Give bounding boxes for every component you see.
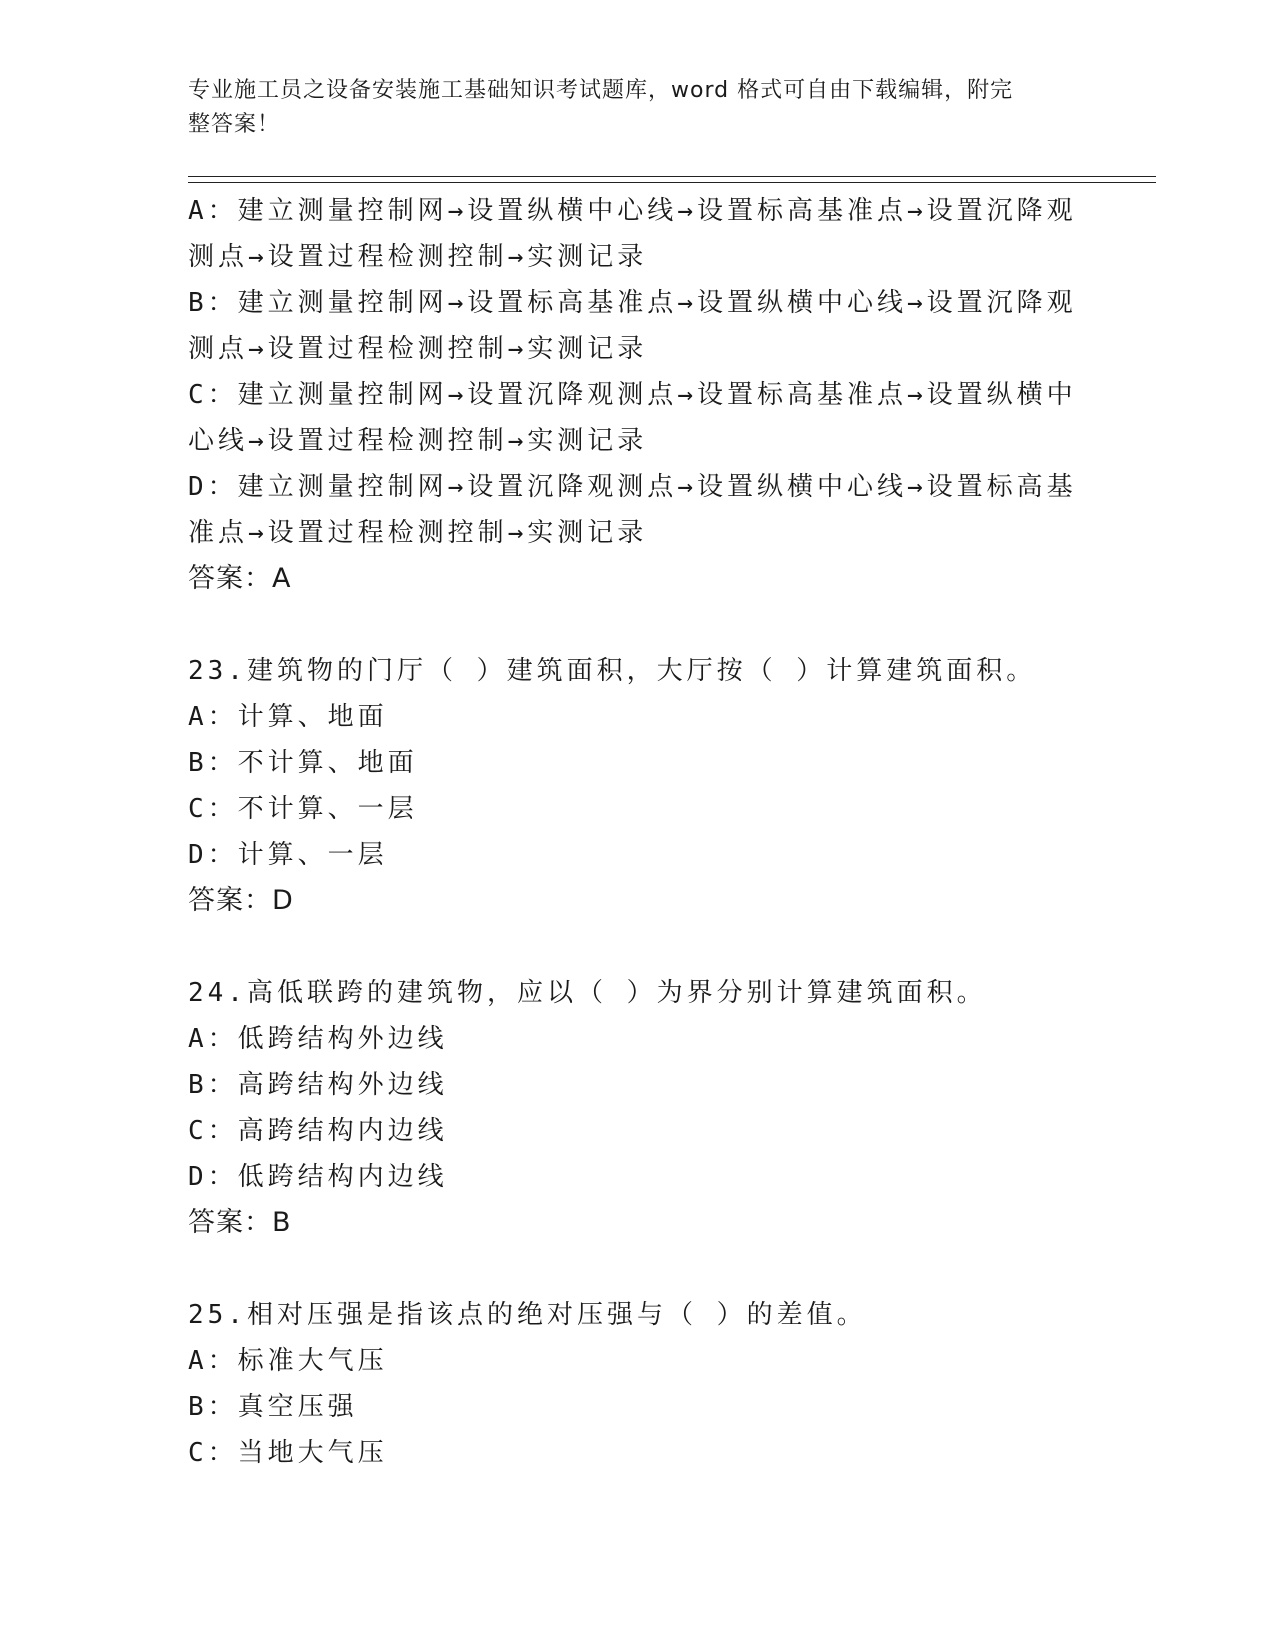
- header-line-1: 专业施工员之设备安装施工基础知识考试题库，word 格式可自由下载编辑，附完: [188, 78, 1014, 103]
- question-text: 23.建筑物的门厅（ ）建筑面积，大厅按（ ）计算建筑面积。: [188, 656, 1037, 686]
- option-text: A：建立测量控制网→设置纵横中心线→设置标高基准点→设置沉降观: [188, 196, 1077, 226]
- option-c: C：当地大气压: [188, 1438, 388, 1468]
- spacer: [188, 924, 1088, 970]
- question-22: [188, 188, 1088, 602]
- option-b: B：高跨结构外边线: [188, 1070, 448, 1100]
- spacer: [188, 602, 1088, 648]
- option-text: B：建立测量控制网→设置标高基准点→设置纵横中心线→设置沉降观: [188, 288, 1077, 318]
- spacer: [188, 1246, 1088, 1292]
- answer-line: 答案：A: [188, 563, 292, 594]
- option-text: D：建立测量控制网→设置沉降观测点→设置纵横中心线→设置标高基: [188, 472, 1077, 502]
- option-d: D：低跨结构内边线: [188, 1162, 448, 1192]
- option-text: 心线→设置过程检测控制→实测记录: [188, 426, 648, 456]
- option-b: B：不计算、地面: [188, 748, 418, 778]
- header-divider-top: [188, 176, 1156, 177]
- option-b: B：真空压强: [188, 1392, 358, 1422]
- option-text: C：建立测量控制网→设置沉降观测点→设置标高基准点→设置纵横中: [188, 380, 1077, 410]
- question-list: [188, 188, 1088, 1476]
- option-d: D：计算、一层: [188, 840, 388, 870]
- option-c: C：高跨结构内边线: [188, 1116, 448, 1146]
- option-a: A：低跨结构外边线: [188, 1024, 448, 1054]
- header-line-2: 整答案！: [188, 112, 281, 137]
- document-header: [188, 74, 1068, 142]
- option-text: 测点→设置过程检测控制→实测记录: [188, 242, 648, 272]
- option-a: A：标准大气压: [188, 1346, 388, 1376]
- question-text: 25.相对压强是指该点的绝对压强与（ ）的差值。: [188, 1300, 867, 1330]
- header-divider-bottom: [188, 182, 1156, 183]
- option-a: A：计算、地面: [188, 702, 388, 732]
- question-23: [188, 648, 1088, 924]
- option-text: 测点→设置过程检测控制→实测记录: [188, 334, 648, 364]
- question-25: [188, 1292, 1088, 1476]
- question-text: 24.高低联跨的建筑物，应以（ ）为界分别计算建筑面积。: [188, 978, 987, 1008]
- answer-line: 答案：B: [188, 1207, 292, 1238]
- option-text: 准点→设置过程检测控制→实测记录: [188, 518, 648, 548]
- question-24: [188, 970, 1088, 1246]
- option-c: C：不计算、一层: [188, 794, 418, 824]
- answer-line: 答案：D: [188, 885, 294, 916]
